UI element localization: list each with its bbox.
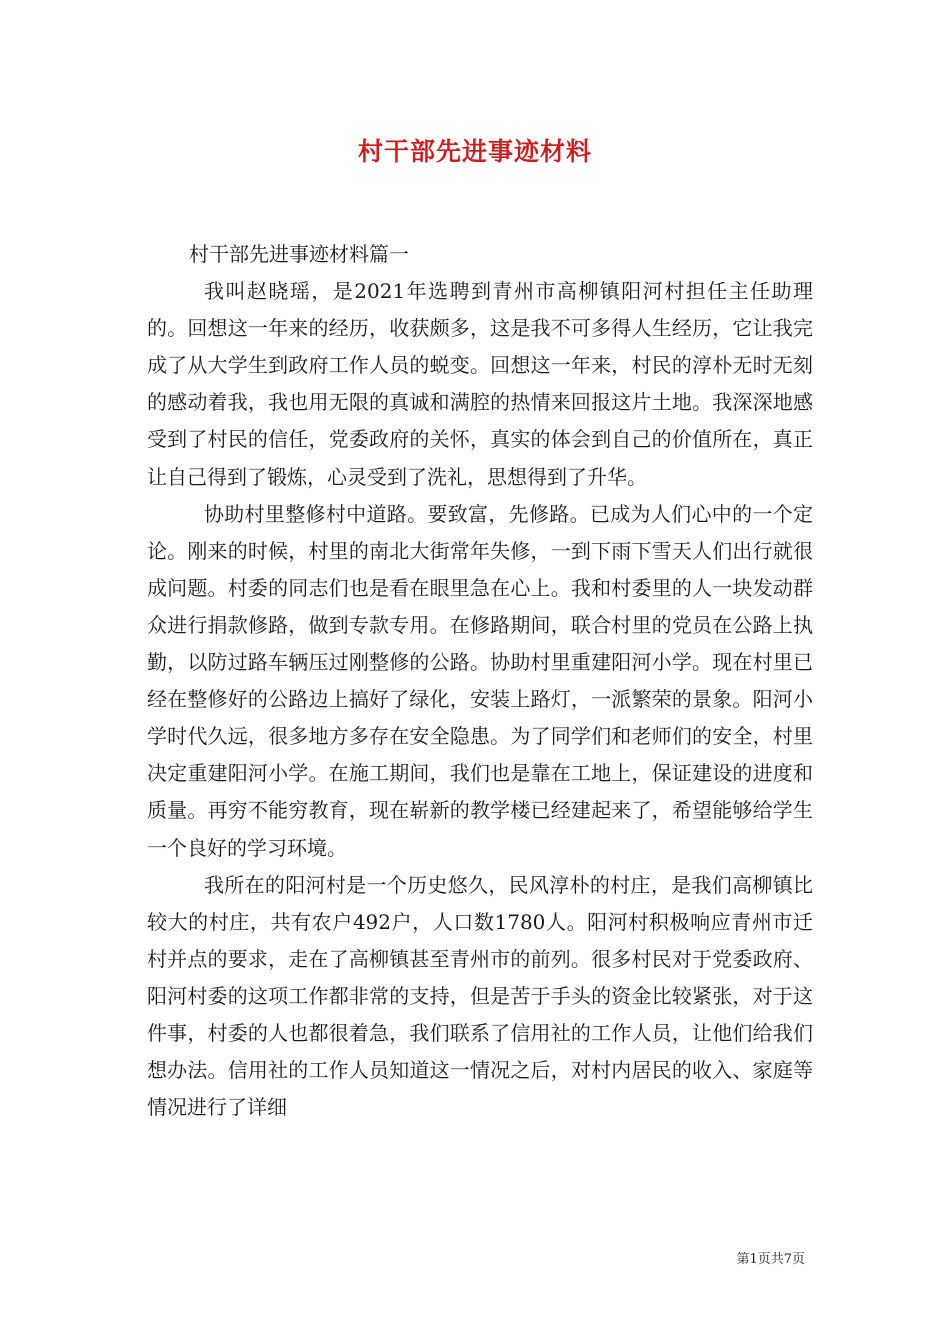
body-paragraph: 我所在的阳河村是一个历史悠久，民风淳朴的村庄，是我们高柳镇比较大的村庄，共有农户492户，人口数1780人。阳河村积极响应青州市迁村并点的要求，走在了高柳镇甚至青州市的前列。很多村民对于党委政府、阳河村委的这项工作都非常的支持，但是苦于手头的资金比较紧张，对于这件事，村委的人也都很着急，我们联系了信用社的工作人员，让他们给我们想办法。信用社的工作人员知道这一情况之后，对村内居民的收入、家庭等情况进行了详细 [147,872,813,1120]
section-heading: 村干部先进事迹材料篇一 [189,242,409,266]
page-number: 第1页共7页 [736,1252,805,1267]
document-body [147,236,813,1126]
body-paragraph: 我叫赵晓瑶，是2021年选聘到青州市高柳镇阳河村担任主任助理的。回想这一年来的经历，收获颇多，这是我不可多得人生经历，它让我完成了从大学生到政府工作人员的蜕变。回想这一年来，村民的淳朴无时无刻的感动着我，我也用无限的真诚和满腔的热情来回报这片土地。我深深地感受到了村民的信任，党委政府的关怀，真实的体会到自己的价值所在，真正让自己得到了锻炼，心灵受到了洗礼，思想得到了升华。 [147,279,813,489]
body-paragraph: 协助村里整修村中道路。要致富，先修路。已成为人们心中的一个定论。刚来的时候，村里的南北大街常年失修，一到下雨下雪天人们出行就很成问题。村委的同志们也是看在眼里急在心上。我和村委里的人一块发动群众进行捐款修路，做到专款专用。在修路期间，联合村里的党员在公路上执勤，以防过路车辆压过刚整修的公路。协助村里重建阳河小学。现在村里已经在整修好的公路边上搞好了绿化，安装上路灯，一派繁荣的景象。阳河小学时代久远，很多地方多存在安全隐患。为了同学们和老师们的安全，村里决定重建阳河小学。在施工期间，我们也是靠在工地上，保证建设的进度和质量。再穷不能穷教育，现在崭新的教学楼已经建起来了，希望能够给学生一个良好的学习环境。 [147,501,813,860]
document-title: 村干部先进事迹材料 [357,137,592,166]
